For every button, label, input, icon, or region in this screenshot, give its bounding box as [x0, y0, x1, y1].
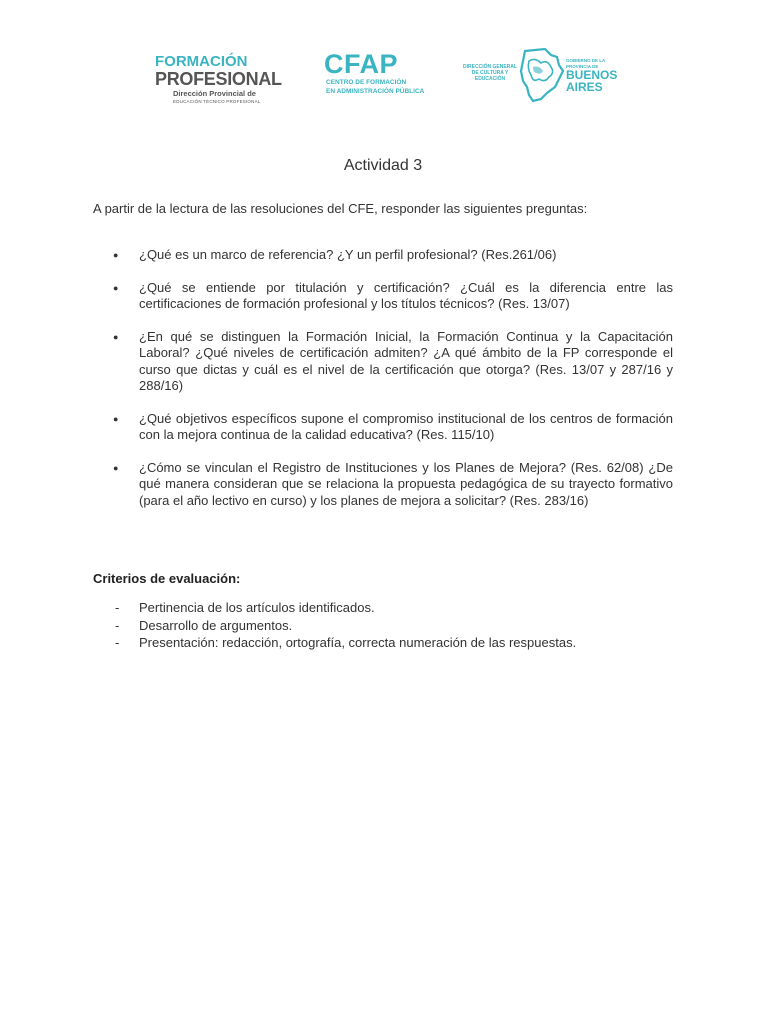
page-title: Actividad 3 — [343, 157, 423, 174]
dg-logo-line1: DIRECCIÓN GENERAL — [463, 64, 517, 70]
dash-marker: - — [115, 617, 120, 633]
bullet-icon: ● — [113, 413, 119, 424]
list-item — [93, 460, 673, 510]
cfap-logo-sub2: EN ADMINISTRACIÓN PÚBLICA — [326, 88, 425, 95]
question-text: ¿Qué se entiende por titulación y certificación? ¿Cuál es la diferencia entre las certificaciones de formación profesional y los títulos técnicos? (Res. 13/07) — [139, 279, 673, 311]
ba-logo-small2: PROVINCIA DE — [566, 63, 599, 69]
question-text: ¿Qué es un marco de referencia? ¿Y un perfil profesional? (Res.261/06) — [139, 247, 557, 262]
list-item — [93, 329, 673, 395]
ba-logo-big1: BUENOS — [566, 68, 618, 82]
buenos-aires-logo — [566, 58, 626, 93]
fp-logo-line1: FORMACIÓN — [155, 53, 248, 70]
criteria-text: Pertinencia de los artículos identificados. — [139, 600, 375, 615]
list-item — [93, 280, 673, 313]
questions-list — [93, 247, 673, 525]
fp-logo-line3: Dirección Provincial de — [173, 89, 256, 98]
header-logos — [0, 44, 768, 124]
criteria-title: Criterios de evaluación: — [93, 571, 241, 586]
dash-marker: - — [115, 600, 120, 615]
fp-logo-line2: PROFESIONAL — [155, 69, 282, 89]
criteria-text: Desarrollo de argumentos. — [139, 617, 293, 633]
province-map-icon — [515, 47, 565, 103]
criteria-text: Presentación: redacción, ortografía, correcta numeración de las respuestas. — [139, 635, 577, 650]
cfap-logo — [324, 50, 449, 96]
bullet-icon: ● — [113, 331, 119, 342]
ba-logo-big2: AIRES — [566, 80, 603, 94]
ba-logo-small1: GOBIERNO DE LA — [566, 58, 606, 63]
list-item — [93, 247, 673, 264]
fp-logo-line4: EDUCACIÓN TÉCNICO PROFESIONAL — [173, 99, 261, 104]
list-item — [93, 617, 683, 635]
list-item — [93, 634, 683, 652]
bullet-icon: ● — [113, 250, 119, 260]
cfap-logo-name: CFAP — [324, 49, 399, 79]
list-item — [93, 599, 683, 617]
list-item — [93, 411, 673, 444]
question-text: ¿Cómo se vinculan el Registro de Instituciones y los Planes de Mejora? (Res. 62/08) ¿De qué manera consideran que se relaciona la propuesta pedagógica de su trayecto formativo (para el año lectivo en curso) y los planes de mejora a solicitar? (Res. 283/16) — [139, 459, 673, 508]
question-text: ¿En qué se distinguen la Formación Inicial, la Formación Continua y la Capacitación Laboral? ¿Qué niveles de certificación admiten? ¿A qué ámbito de la FP corresponde el curso que dictas y cuál es el nivel de la certificación que otorga? (Res. 13/07 y 287/16 y 288/16) — [139, 328, 673, 393]
bullet-icon: ● — [113, 462, 119, 473]
bullet-icon: ● — [113, 282, 119, 293]
cfap-logo-sub1: CENTRO DE FORMACIÓN — [326, 79, 407, 86]
dg-logo-line2: DE CULTURA Y — [471, 70, 509, 76]
criteria-list — [93, 599, 683, 652]
dg-logo-line3: EDUCACIÓN — [474, 76, 506, 82]
formacion-profesional-logo — [155, 54, 295, 105]
dash-marker: - — [115, 635, 120, 650]
question-text: ¿Qué objetivos específicos supone el compromiso institucional de los centros de formación con la mejora continua de la calidad educativa? (Res. 115/10) — [139, 410, 673, 442]
intro-paragraph: A partir de la lectura de las resoluciones del CFE, responder las siguientes preguntas: — [93, 201, 588, 216]
